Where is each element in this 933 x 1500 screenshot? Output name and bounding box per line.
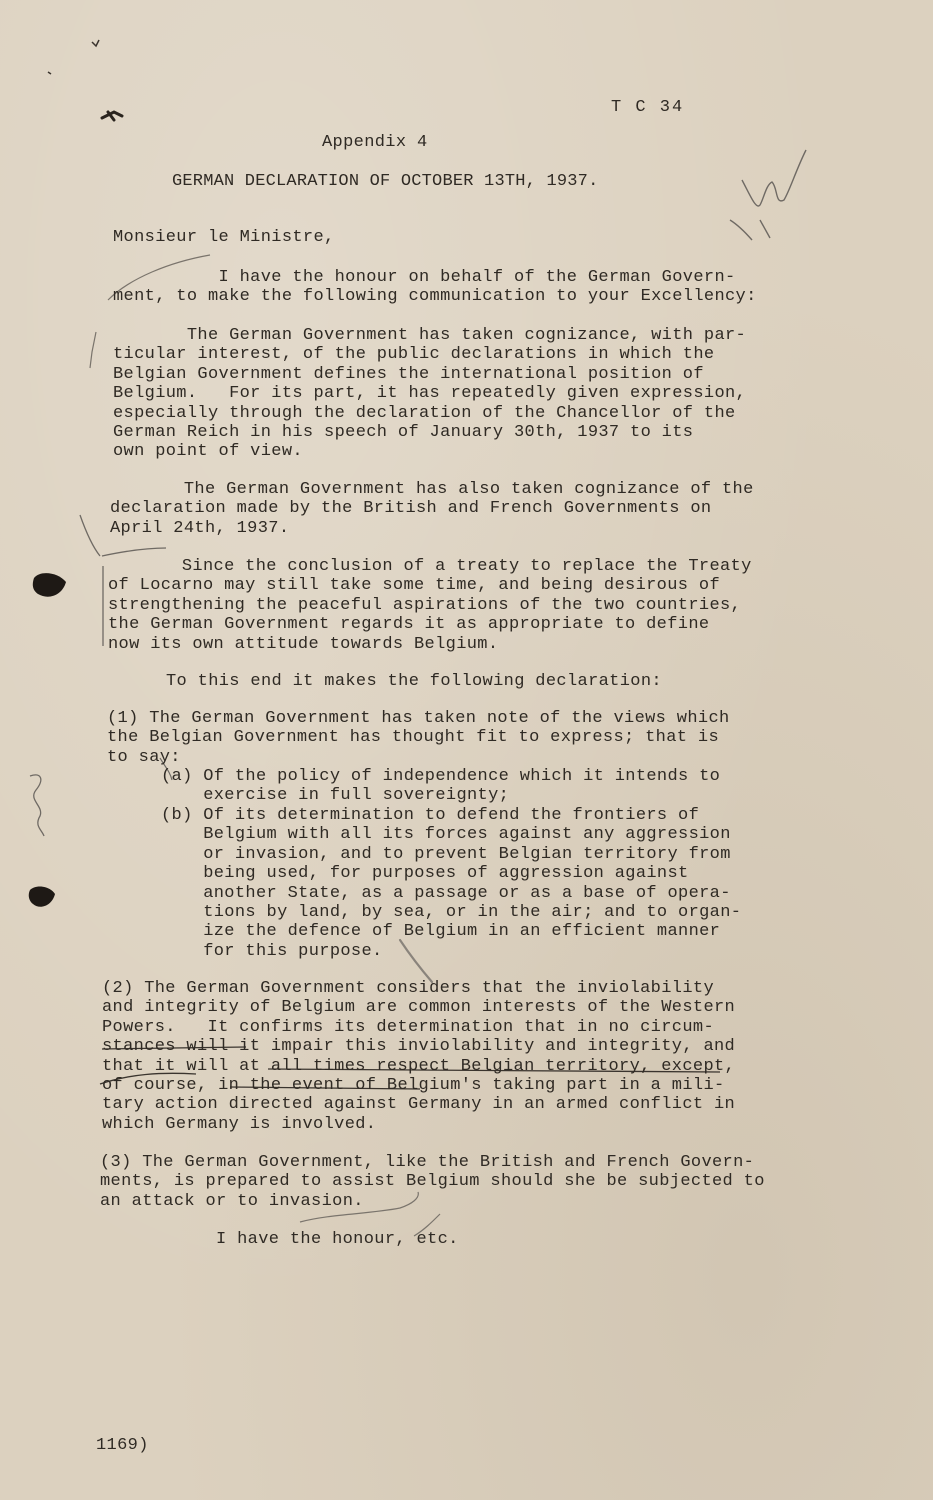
opening-paragraph: I have the honour on behalf of the German Govern- ment, to make the following communication to your Excellency: <box>113 268 757 307</box>
point-1-b: (b) Of its determination to defend the frontiers of Belgium with all its forces against any aggression or invasion, and to prevent Belgian territory from being used, for purposes of aggression against another State, as a passage or as a base of opera- tions by land, by sea, or in the air; and to organ- ize the defence of Belgium in an efficient manner for this purpose. <box>161 806 742 961</box>
paragraph-declaration-intro: To this end it makes the following declaration: <box>166 672 662 691</box>
document-reference: T C 34 <box>611 98 685 117</box>
punch-hole-mark-lower <box>29 887 55 907</box>
arrow-mark <box>102 112 122 120</box>
point-1-a: (a) Of the policy of independence which it intends to exercise in full sovereignty; <box>161 767 721 806</box>
point-2: (2) The German Government considers that the inviolability and integrity of Belgium are common interests of the Western Powers. It confirms its determination that in no circum- stances will it impair this inviolability and integrity, and that it will at all times respect Belgian territory, except, of course, in the event of Belgium's taking part in a mili- tary action directed against Germany in an armed conflict in which Germany is involved. <box>102 979 736 1134</box>
appendix-label: Appendix 4 <box>322 133 428 152</box>
salutation: Monsieur le Ministre, <box>113 228 335 247</box>
tick-mark <box>92 40 99 46</box>
paragraph-locarno: Since the conclusion of a treaty to replace the Treaty of Locarno may still take some time, and being desirous of strengthening the peaceful aspirations of the two countries, the German Government regards it as appropriate to define now its own attitude towards Belgium. <box>108 557 752 654</box>
footer-code: 1169) <box>96 1436 149 1455</box>
point-3: (3) The German Government, like the British and French Govern- ments, is prepared to assist Belgium should she be subjected to an attack or to invasion. <box>100 1153 765 1211</box>
paragraph-cognizance: The German Government has taken cognizance, with par- ticular interest, of the public declarations in which the Belgian Government defines the international position of Belgium. For its part, it has repeatedly given expression, especially through the declaration of the Chancellor of the German Reich in his speech of January 30th, 1937 to its own point of view. <box>113 326 747 462</box>
bracket-paragraph-1 <box>90 332 96 368</box>
dot-mark <box>48 72 51 74</box>
margin-squiggle <box>30 775 44 836</box>
point-1-intro: (1) The German Government has taken note of the views which the Belgian Government has thought fit to express; that is to say: <box>107 709 730 767</box>
document-title: GERMAN DECLARATION OF OCTOBER 13TH, 1937. <box>172 172 599 191</box>
closing-line: I have the honour, etc. <box>216 1230 459 1249</box>
paragraph-british-french: The German Government has also taken cognizance of the declaration made by the British and French Governments on April 24th, 1937. <box>110 480 754 538</box>
initials-scribble <box>730 150 806 240</box>
punch-hole-mark-upper <box>33 573 66 597</box>
